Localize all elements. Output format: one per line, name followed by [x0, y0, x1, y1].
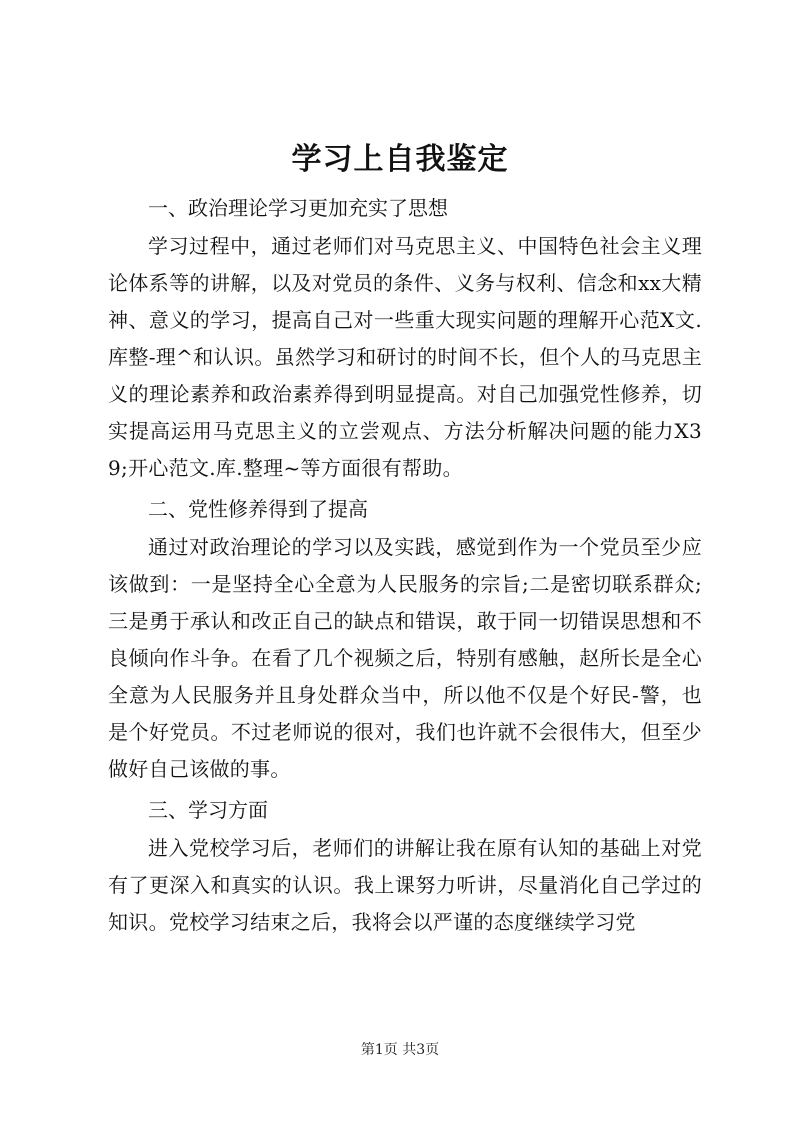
section-1: [108, 188, 702, 487]
document-body: [108, 188, 702, 941]
section-heading: 一、政治理论学习更加充实了思想: [148, 196, 448, 220]
document-title: 学习上自我鉴定: [291, 142, 509, 177]
section-heading: 二、党性修养得到了提高: [148, 497, 368, 521]
page-number: 第1页 共3页: [360, 1042, 440, 1058]
section-2: [108, 489, 702, 788]
section-paragraph: 学习过程中，通过老师们对马克思主义、中国特色社会主义理论体系等的讲解，以及对党员的条件、义务与权利、信念和xx大精神、意义的学习，提高自己对一些重大现实问题的理解开心范X文.库整-理^和认识。虽然学习和研讨的时间不长，但个人的马克思主义的理论素养和政治素养得到明显提高。对自己加强党性修养，切实提高运用马克思主义的立尝观点、方法分析解决问题的能力X39;开心范文.库.整理~等方面很有帮助。: [108, 234, 702, 480]
section-paragraph: 进入党校学习后，老师们的讲解让我在原有认知的基础上对党有了更深入和真实的认识。我上课努力听讲，尽量消化自己学过的知识。党校学习结束之后，我将会以严谨的态度继续学习党: [108, 836, 702, 934]
section-heading: 三、学习方面: [148, 798, 268, 822]
section-paragraph: 通过对政治理论的学习以及实践，感觉到作为一个党员至少应该做到：一是坚持全心全意为人民服务的宗旨;二是密切联系群众;三是勇于承认和改正自己的缺点和错误，敢于同一切错误思想和不良倾向作斗争。在看了几个视频之后，特别有感触，赵所长是全心全意为人民服务并且身处群众当中，所以他不仅是个好民-警，也是个好党员。不过老师说的很对，我们也许就不会很伟大，但至少做好自己该做的事。: [108, 535, 702, 781]
section-3: [108, 790, 702, 941]
